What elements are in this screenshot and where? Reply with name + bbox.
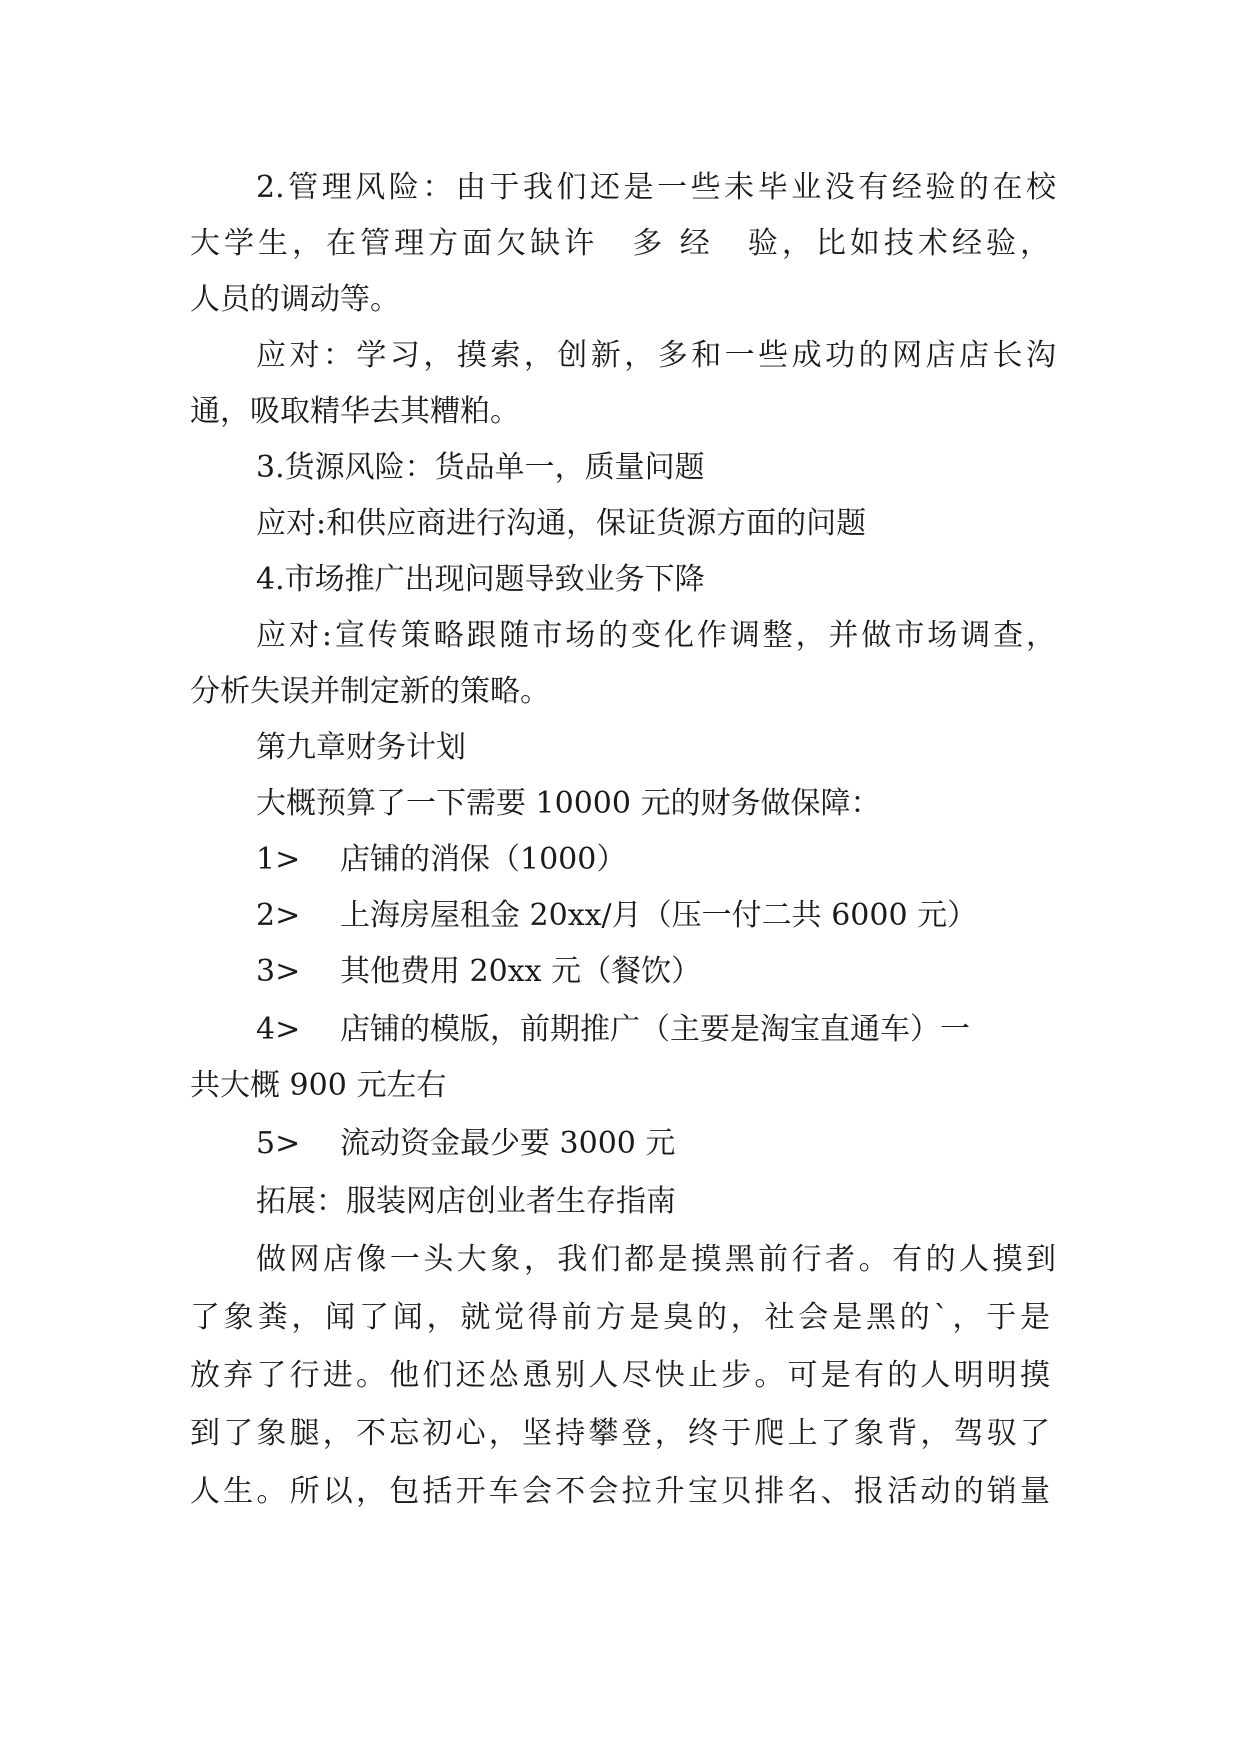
paragraph-line: 分析失误并制定新的策略。 (190, 674, 550, 709)
list-item-text: 店铺的模版，前期推广（主要是淘宝直通车）一 (340, 1012, 970, 1047)
list-item-number: 3> (256, 954, 301, 989)
extension-title: 拓展：服装网店创业者生存指南 (256, 1184, 676, 1219)
paragraph-line: 4.市场推广出现问题导致业务下降 (256, 562, 705, 597)
list-item-text: 其他费用 20xx 元（餐饮） (340, 954, 702, 989)
paragraph-line: 大学生，在管理方面欠缺许 多 经 验，比如技术经验， (190, 226, 1050, 261)
paragraph-line: 应对：学习，摸索，创新，多和一些成功的网店店长沟 (256, 338, 1056, 373)
paragraph-line: 通，吸取精华去其糟粕。 (190, 394, 520, 429)
paragraph-line: 应对:宣传策略跟随市场的变化作调整，并做市场调查， (256, 618, 1056, 653)
list-item-number: 4> (256, 1012, 301, 1047)
list-item (256, 830, 1056, 890)
list-item-text: 上海房屋租金 20xx/月（压一付二共 6000 元） (340, 898, 978, 933)
paragraph-line: 到了象腿，不忘初心，坚持攀登，终于爬上了象背，驾驭了 (190, 1416, 1050, 1451)
list-item (256, 1114, 1056, 1174)
paragraph-line: 了象粪，闻了闻，就觉得前方是臭的，社会是黑的`，于是 (190, 1300, 1050, 1335)
list-item (256, 1000, 1056, 1060)
list-item (256, 886, 1056, 946)
paragraph-line: 应对:和供应商进行沟通，保证货源方面的问题 (256, 506, 867, 541)
paragraph-line: 大概预算了一下需要 10000 元的财务做保障： (256, 786, 881, 821)
list-item-number: 1> (256, 842, 301, 877)
list-item-number: 2> (256, 898, 301, 933)
paragraph-line: 做网店像一头大象，我们都是摸黑前行者。有的人摸到 (256, 1242, 1056, 1277)
paragraph-line: 人生。所以，包括开车会不会拉升宝贝排名、报活动的销量 (190, 1474, 1050, 1509)
section-heading: 第九章财务计划 (256, 730, 466, 765)
list-item (256, 942, 1056, 1002)
paragraph-line: 3.货源风险：货品单一，质量问题 (256, 450, 705, 485)
list-item-continuation: 共大概 900 元左右 (190, 1068, 447, 1103)
list-item-text: 店铺的消保（1000） (340, 842, 627, 877)
paragraph-line: 人员的调动等。 (190, 282, 400, 317)
paragraph-line: 2.管理风险：由于我们还是一些未毕业没有经验的在校 (256, 170, 1056, 205)
list-item-number: 5> (256, 1126, 301, 1161)
list-item-text: 流动资金最少要 3000 元 (340, 1126, 676, 1161)
paragraph-line: 放弃了行进。他们还怂恿别人尽快止步。可是有的人明明摸 (190, 1358, 1050, 1393)
